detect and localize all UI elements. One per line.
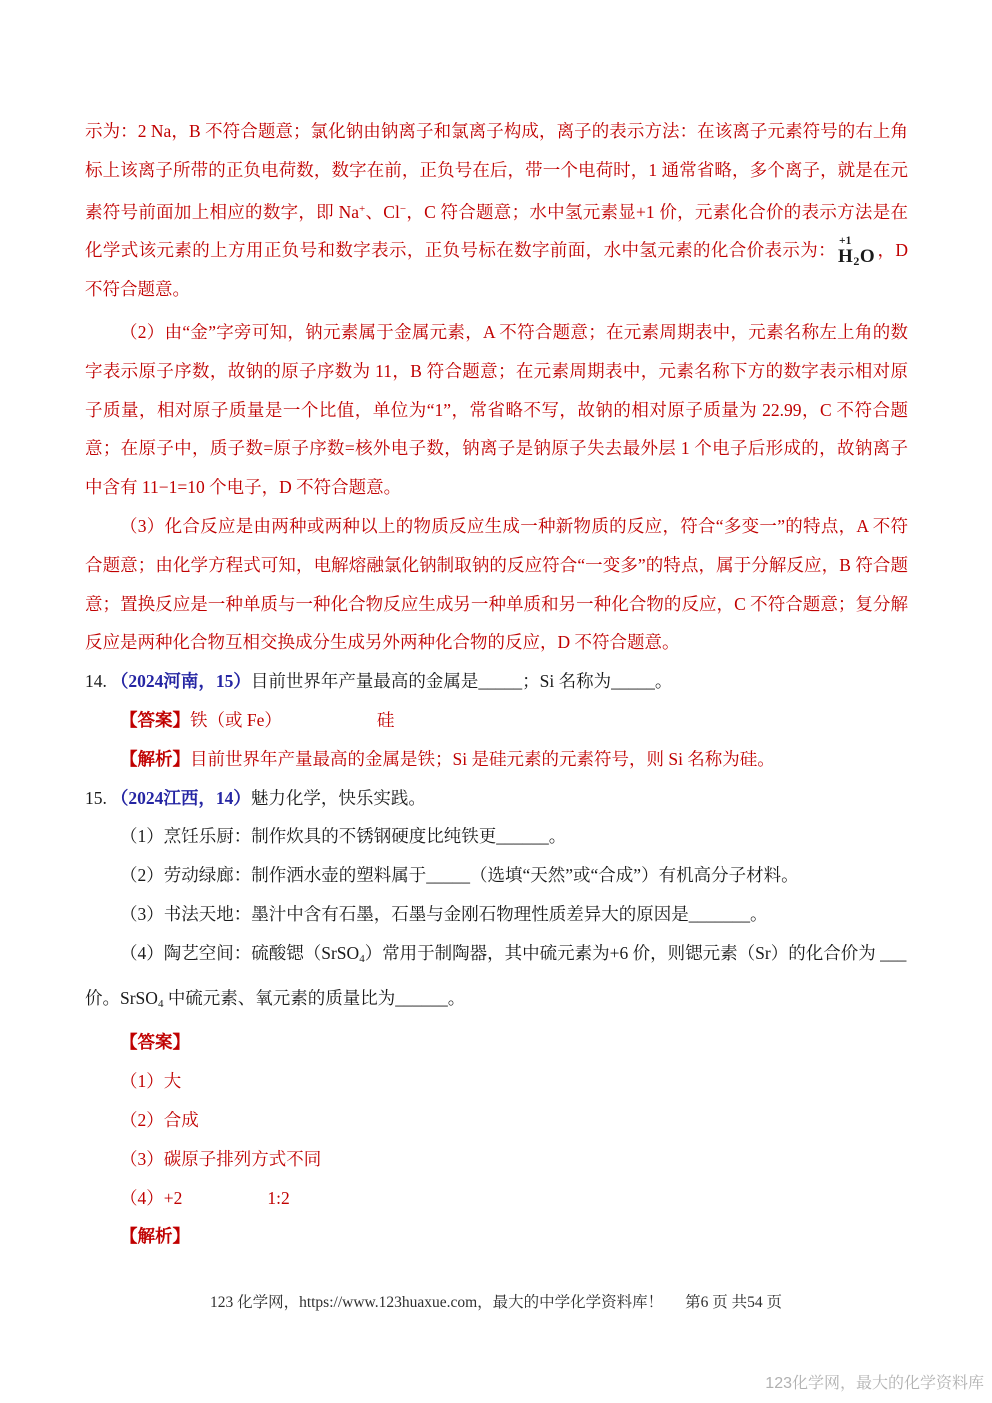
page-footer (0, 1290, 992, 1312)
question-source: （2024江西，14） (110, 787, 251, 808)
analysis-run: 示为：2 Na，B 不符合题意；氯化钠由钠离子和氯离子构成，离子的表示方法：在该离子元素符号的右上角标上该离子所带的正负电荷数，数字在前，正负号在后，带一个电荷时，1 通常省略，多个离子，就是在元素符号前面加上相应的数字，即 Na (85, 121, 908, 222)
ion-charge-superscript: + (359, 202, 366, 215)
formula-subscript: 4 (157, 997, 164, 1010)
question-15-item-3: （3）书法天地：墨汁中含有石墨，石墨与金刚石物理性质差异大的原因是_______。 (120, 903, 768, 924)
item-text: （4）陶艺空间：硫酸锶（SrSO (120, 942, 360, 963)
analysis-paragraph-2: （2）由“金”字旁可知，钠元素属于金属元素，A 不符合题意；在元素周期表中，元素名称左上角的数字表示原子序数，故钠的原子序数为 11，B 符合题意；在元素周期表中，元素名称下方的数字表示相对原子质量，相对原子质量是一个比值，单位为“1”，常省略不写，故钠的相对原子质量为 22.99，C 不符合题意；在原子中，质子数=原子序数=核外电子数，钠离子是钠原子失去最外层 1 个电子后形成的，故钠离子中含有 11−1=10 个电子，D 不符合题意。 (85, 321, 908, 498)
footer-page-number: 第6 页 共54 页 (685, 1294, 783, 1311)
page-content (85, 112, 908, 1256)
question-number: 15. (85, 787, 107, 808)
h2o-valence-formula (838, 235, 875, 268)
answer-text: （4）+2 (120, 1187, 183, 1208)
analysis-run: ，D 不符合题意。 (85, 240, 908, 300)
valence-label: +1 (839, 235, 852, 248)
question-14-analysis (85, 740, 908, 779)
formula-element: O (859, 246, 876, 268)
question-number: 14. (85, 671, 107, 692)
item-text: 价。SrSO (85, 987, 158, 1008)
question-15-answer-1: （1）大 (120, 1071, 182, 1092)
analysis-text: 目前世界年产量最高的金属是铁；Si 是硅元素的元素符号，则 Si 名称为硅。 (190, 748, 775, 769)
question-stem: 魅力化学，快乐实践。 (250, 787, 426, 808)
watermark-text: 123化学网，最大的化学资料库 (765, 1375, 984, 1392)
formula-subscript: 4 (359, 952, 365, 965)
formula-subscript: 2 (853, 254, 860, 269)
question-14-answer (85, 701, 908, 740)
answer-text: 铁（或 Fe） (190, 709, 282, 730)
analysis-run: ，C 符合题意；水中氢元素显+1 价，元素化合价的表示方法是在化学式该元素的上方用正负号和数字表示，正负号标在数字前面，水中氢元素的化合价表示为： (85, 201, 908, 261)
item-text: 中硫元素、氧元素的质量比为______。 (163, 987, 466, 1008)
question-15-item-2: （2）劳动绿廊：制作洒水壶的塑料属于_____（选填“天然”或“合成”）有机高分子材料。 (120, 865, 799, 886)
ion-charge-superscript: − (399, 202, 407, 215)
question-15 (85, 779, 908, 818)
question-15-answer-label (85, 1023, 908, 1062)
question-15-answer-4 (85, 1179, 908, 1218)
formula-element: H (838, 246, 854, 268)
question-15-item-4-line-2 (85, 979, 908, 1024)
answer-label: 【答案】 (120, 709, 190, 730)
question-15-answer-2: （2）合成 (120, 1109, 199, 1130)
formula-text (838, 247, 875, 268)
analysis-label: 【解析】 (120, 1226, 190, 1247)
footer-site-info: 123 化学网，https://www.123huaxue.com，最大的中学化学资料库！ (209, 1294, 664, 1311)
analysis-paragraph-3: （3）化合反应是由两种或两种以上的物质反应生成一种新物质的反应，符合“多变一”的特点，A 不符合题意；由化学方程式可知，电解熔融氯化钠制取钠的反应符合“一变多”的特点，属于分解反应，B 符合题意；置换反应是一种单质与一种化合物反应生成另一种单质和另一种化合物的反应，C 不符合题意；复分解反应是两种化合物互相交换成分生成另外两种化合物的反应，D 不符合题意。 (85, 515, 908, 653)
answer-label: 【答案】 (120, 1032, 190, 1053)
question-stem: 目前世界年产量最高的金属是_____；Si 名称为_____。 (250, 671, 673, 692)
item-text: ）常用于制陶器，其中硫元素为+6 价，则锶元素（Sr）的化合价为 ___ (364, 942, 907, 963)
question-15-answer-3: （3）碳原子排列方式不同 (120, 1148, 322, 1169)
analysis-run: 、Cl (365, 201, 400, 222)
question-15-item-4-line-1 (85, 934, 908, 979)
question-source: （2024河南，15） (110, 671, 251, 692)
analysis-paragraph-1 (85, 112, 908, 309)
question-15-analysis-label (85, 1217, 908, 1256)
analysis-label: 【解析】 (120, 748, 190, 769)
answer-text: 1:2 (267, 1187, 290, 1208)
answer-text: 硅 (376, 709, 395, 730)
question-15-item-1: （1）烹饪乐厨：制作炊具的不锈钢硬度比纯铁更______。 (120, 826, 567, 847)
question-14 (85, 662, 908, 701)
